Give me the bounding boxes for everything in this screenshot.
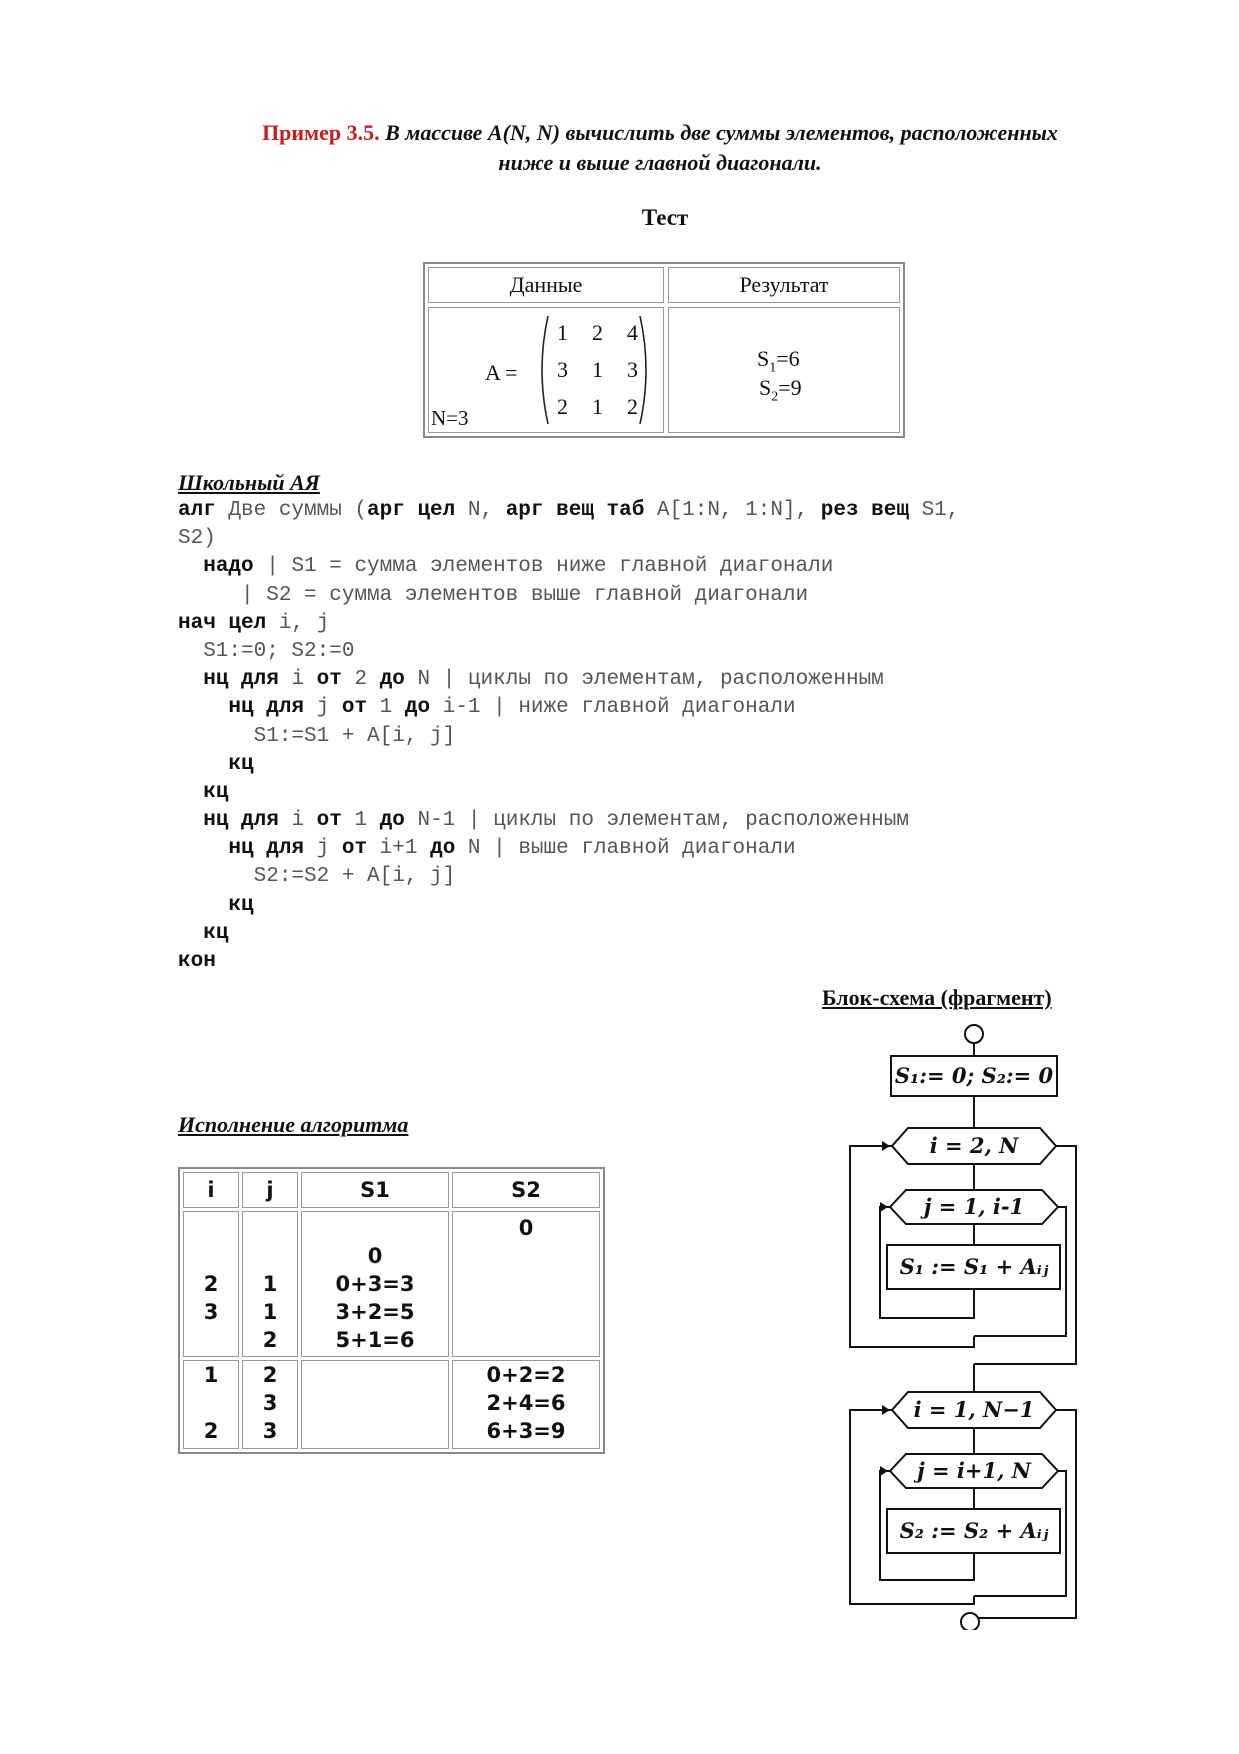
code-line bbox=[178, 666, 959, 694]
flowchart bbox=[830, 1020, 1090, 1630]
exec-block2-s1 bbox=[301, 1360, 449, 1449]
code-line bbox=[178, 553, 959, 581]
code-line bbox=[178, 525, 959, 553]
exec-value: 3 bbox=[262, 1391, 278, 1415]
code-keyword: рез вещ bbox=[820, 499, 909, 522]
exec-value: 1 bbox=[262, 1300, 278, 1324]
exec-value: 0+2=2 bbox=[486, 1363, 566, 1387]
exec-value: 0 bbox=[518, 1216, 534, 1240]
matrix-cell: 2 bbox=[557, 394, 568, 419]
body1-text: S₁ := S₁ + Aᵢⱼ bbox=[899, 1254, 1049, 1279]
code-line bbox=[178, 582, 959, 610]
code-line bbox=[178, 920, 959, 948]
code-keyword: от bbox=[341, 837, 368, 861]
code-text bbox=[178, 894, 228, 917]
code-text: | S2 = сумма элементов выше главной диагонали bbox=[178, 583, 809, 607]
code-text: i-1 | ниже главной диагонали bbox=[430, 696, 796, 720]
code-line bbox=[178, 779, 959, 807]
code-keyword: от bbox=[316, 668, 342, 692]
loop4-text: j = i+1, N bbox=[917, 1458, 1031, 1483]
code-text: S1:=0; S2:=0 bbox=[178, 639, 355, 663]
matrix-label: A = bbox=[485, 360, 518, 385]
code-text: i, j bbox=[266, 611, 330, 635]
code-text: 1 bbox=[341, 809, 380, 833]
matrix-cell: 1 bbox=[557, 320, 568, 345]
code-line bbox=[178, 497, 959, 525]
code-keyword: нц для bbox=[228, 837, 305, 861]
code-keyword: кон bbox=[178, 950, 216, 973]
code-text: i bbox=[278, 809, 317, 833]
code-text bbox=[178, 753, 228, 776]
code-text: N | выше главной диагонали bbox=[455, 837, 796, 861]
code-keyword: арг вещ таб bbox=[505, 499, 645, 522]
n-label: N=3 bbox=[431, 406, 469, 430]
code-line bbox=[178, 638, 959, 666]
exec-value: 1 bbox=[203, 1363, 219, 1387]
code-section-title: Школьный АЯ bbox=[178, 470, 320, 495]
exec-value: 0 bbox=[367, 1244, 383, 1268]
exec-block1-i bbox=[183, 1211, 239, 1357]
code-text bbox=[178, 555, 203, 578]
code-line bbox=[178, 723, 959, 751]
exec-value: 3 bbox=[203, 1300, 219, 1324]
test-header-result: Результат bbox=[668, 267, 900, 303]
code-text: S1:=S1 + A[i, j] bbox=[178, 724, 456, 748]
code-keyword: кц bbox=[203, 780, 229, 804]
code-line bbox=[178, 751, 959, 779]
execution-table bbox=[178, 1167, 605, 1454]
exec-header-s1: S1 bbox=[301, 1172, 449, 1208]
exec-value: 2+4=6 bbox=[486, 1391, 566, 1415]
matrix-cell: 3 bbox=[557, 357, 568, 382]
code-keyword: алг bbox=[178, 499, 216, 522]
exec-value: 6+3=9 bbox=[486, 1419, 566, 1443]
code-keyword: от bbox=[316, 809, 342, 833]
exec-block2-s2 bbox=[452, 1360, 600, 1449]
problem-statement bbox=[180, 118, 1140, 178]
code-line bbox=[178, 694, 959, 722]
exec-value: 2 bbox=[262, 1328, 278, 1352]
exec-value: 3+2=5 bbox=[335, 1300, 415, 1324]
code-keyword: до bbox=[404, 696, 431, 720]
code-line bbox=[178, 892, 959, 920]
end-terminal bbox=[961, 1613, 979, 1630]
code-keyword: до bbox=[379, 668, 405, 692]
code-text: i+1 bbox=[367, 837, 431, 861]
code-text: S2:=S2 + A[i, j] bbox=[178, 865, 456, 889]
exec-block1-s1 bbox=[301, 1211, 449, 1357]
code-text bbox=[178, 922, 203, 945]
code-keyword: нач цел bbox=[178, 611, 267, 635]
execution-section-title: Исполнение алгоритма bbox=[178, 1112, 409, 1137]
exec-header-i: i bbox=[183, 1172, 239, 1208]
exec-block2-j bbox=[242, 1360, 298, 1449]
init-text: S₁:= 0; S₂:= 0 bbox=[894, 1063, 1054, 1088]
test-table bbox=[423, 262, 905, 438]
exec-block1-s2 bbox=[452, 1211, 600, 1357]
code-keyword: кц bbox=[228, 893, 254, 917]
loop2-text: j = 1, i-1 bbox=[923, 1194, 1025, 1219]
code-text: S1, bbox=[908, 499, 960, 522]
loop1-text: i = 2, N bbox=[929, 1133, 1019, 1158]
start-terminal bbox=[965, 1025, 983, 1043]
code-keyword: до bbox=[379, 809, 405, 833]
result-s1: $S_1=6$ bbox=[757, 346, 800, 376]
problem-line-1: В массиве A(N, N) вычислить две суммы элементов, расположенных bbox=[385, 120, 1058, 145]
code-text: A[1:N, 1:N], bbox=[644, 499, 821, 522]
test-data-cell bbox=[428, 307, 664, 433]
code-text: j bbox=[304, 696, 342, 720]
algorithm-code bbox=[178, 497, 959, 976]
code-keyword: кц bbox=[228, 752, 254, 776]
code-text: N, bbox=[455, 499, 506, 522]
code-text: j bbox=[304, 837, 342, 861]
code-text: 1 bbox=[367, 696, 405, 720]
code-keyword: от bbox=[341, 696, 368, 720]
exec-value: 2 bbox=[203, 1419, 219, 1443]
matrix-cell: 1 bbox=[592, 394, 603, 419]
code-text bbox=[178, 781, 203, 804]
exec-value: 2 bbox=[262, 1363, 278, 1387]
code-text bbox=[178, 809, 203, 832]
test-title: Тест bbox=[641, 205, 689, 230]
result-s2: $S_2=9$ bbox=[759, 375, 802, 405]
code-text: S2) bbox=[178, 527, 216, 551]
matrix-cell: 4 bbox=[627, 320, 638, 345]
code-text: | S1 = сумма элементов ниже главной диагонали bbox=[253, 555, 834, 579]
flowchart-title: Блок-схема (фрагмент) bbox=[822, 985, 1052, 1010]
matrix-cell: 3 bbox=[627, 357, 638, 382]
code-keyword: арг цел bbox=[367, 499, 456, 522]
code-text: N-1 | циклы по элементам, расположенным bbox=[404, 809, 909, 833]
code-text: N | циклы по элементам, расположенным bbox=[404, 668, 884, 692]
code-text: Две суммы ( bbox=[215, 499, 368, 522]
body2-text: S₂ := S₂ + Aᵢⱼ bbox=[899, 1518, 1049, 1543]
matrix-cell: 2 bbox=[592, 320, 603, 345]
code-text bbox=[178, 668, 203, 691]
exec-block2-i bbox=[183, 1360, 239, 1449]
code-line bbox=[178, 948, 959, 976]
code-keyword: нц для bbox=[203, 809, 279, 833]
exec-header-s2: S2 bbox=[452, 1172, 600, 1208]
code-text: i bbox=[278, 668, 317, 692]
code-text bbox=[178, 837, 228, 860]
example-number: Пример 3.5. bbox=[262, 120, 380, 145]
code-line bbox=[178, 863, 959, 891]
matrix-cell: 2 bbox=[627, 394, 638, 419]
test-header-data: Данные bbox=[428, 267, 664, 303]
code-keyword: нц для bbox=[203, 668, 279, 692]
code-keyword: кц bbox=[203, 921, 229, 945]
code-keyword: нц для bbox=[228, 696, 305, 720]
exec-value: 2 bbox=[203, 1272, 219, 1296]
matrix-cell: 1 bbox=[592, 357, 603, 382]
exec-value: 1 bbox=[262, 1272, 278, 1296]
code-line bbox=[178, 807, 959, 835]
code-text bbox=[178, 696, 228, 719]
code-text: 2 bbox=[341, 668, 380, 692]
exec-header-j: j bbox=[242, 1172, 298, 1208]
exec-value: 3 bbox=[262, 1419, 278, 1443]
test-result-cell bbox=[668, 307, 900, 433]
exec-value: 5+1=6 bbox=[335, 1328, 415, 1352]
exec-block1-j bbox=[242, 1211, 298, 1357]
code-line bbox=[178, 610, 959, 638]
code-keyword: до bbox=[430, 837, 456, 861]
loop3-text: i = 1, N−1 bbox=[913, 1397, 1035, 1422]
code-keyword: надо bbox=[203, 555, 254, 579]
exec-value: 0+3=3 bbox=[335, 1272, 415, 1296]
code-line bbox=[178, 835, 959, 863]
problem-line-2: ниже и выше главной диагонали. bbox=[498, 150, 822, 175]
